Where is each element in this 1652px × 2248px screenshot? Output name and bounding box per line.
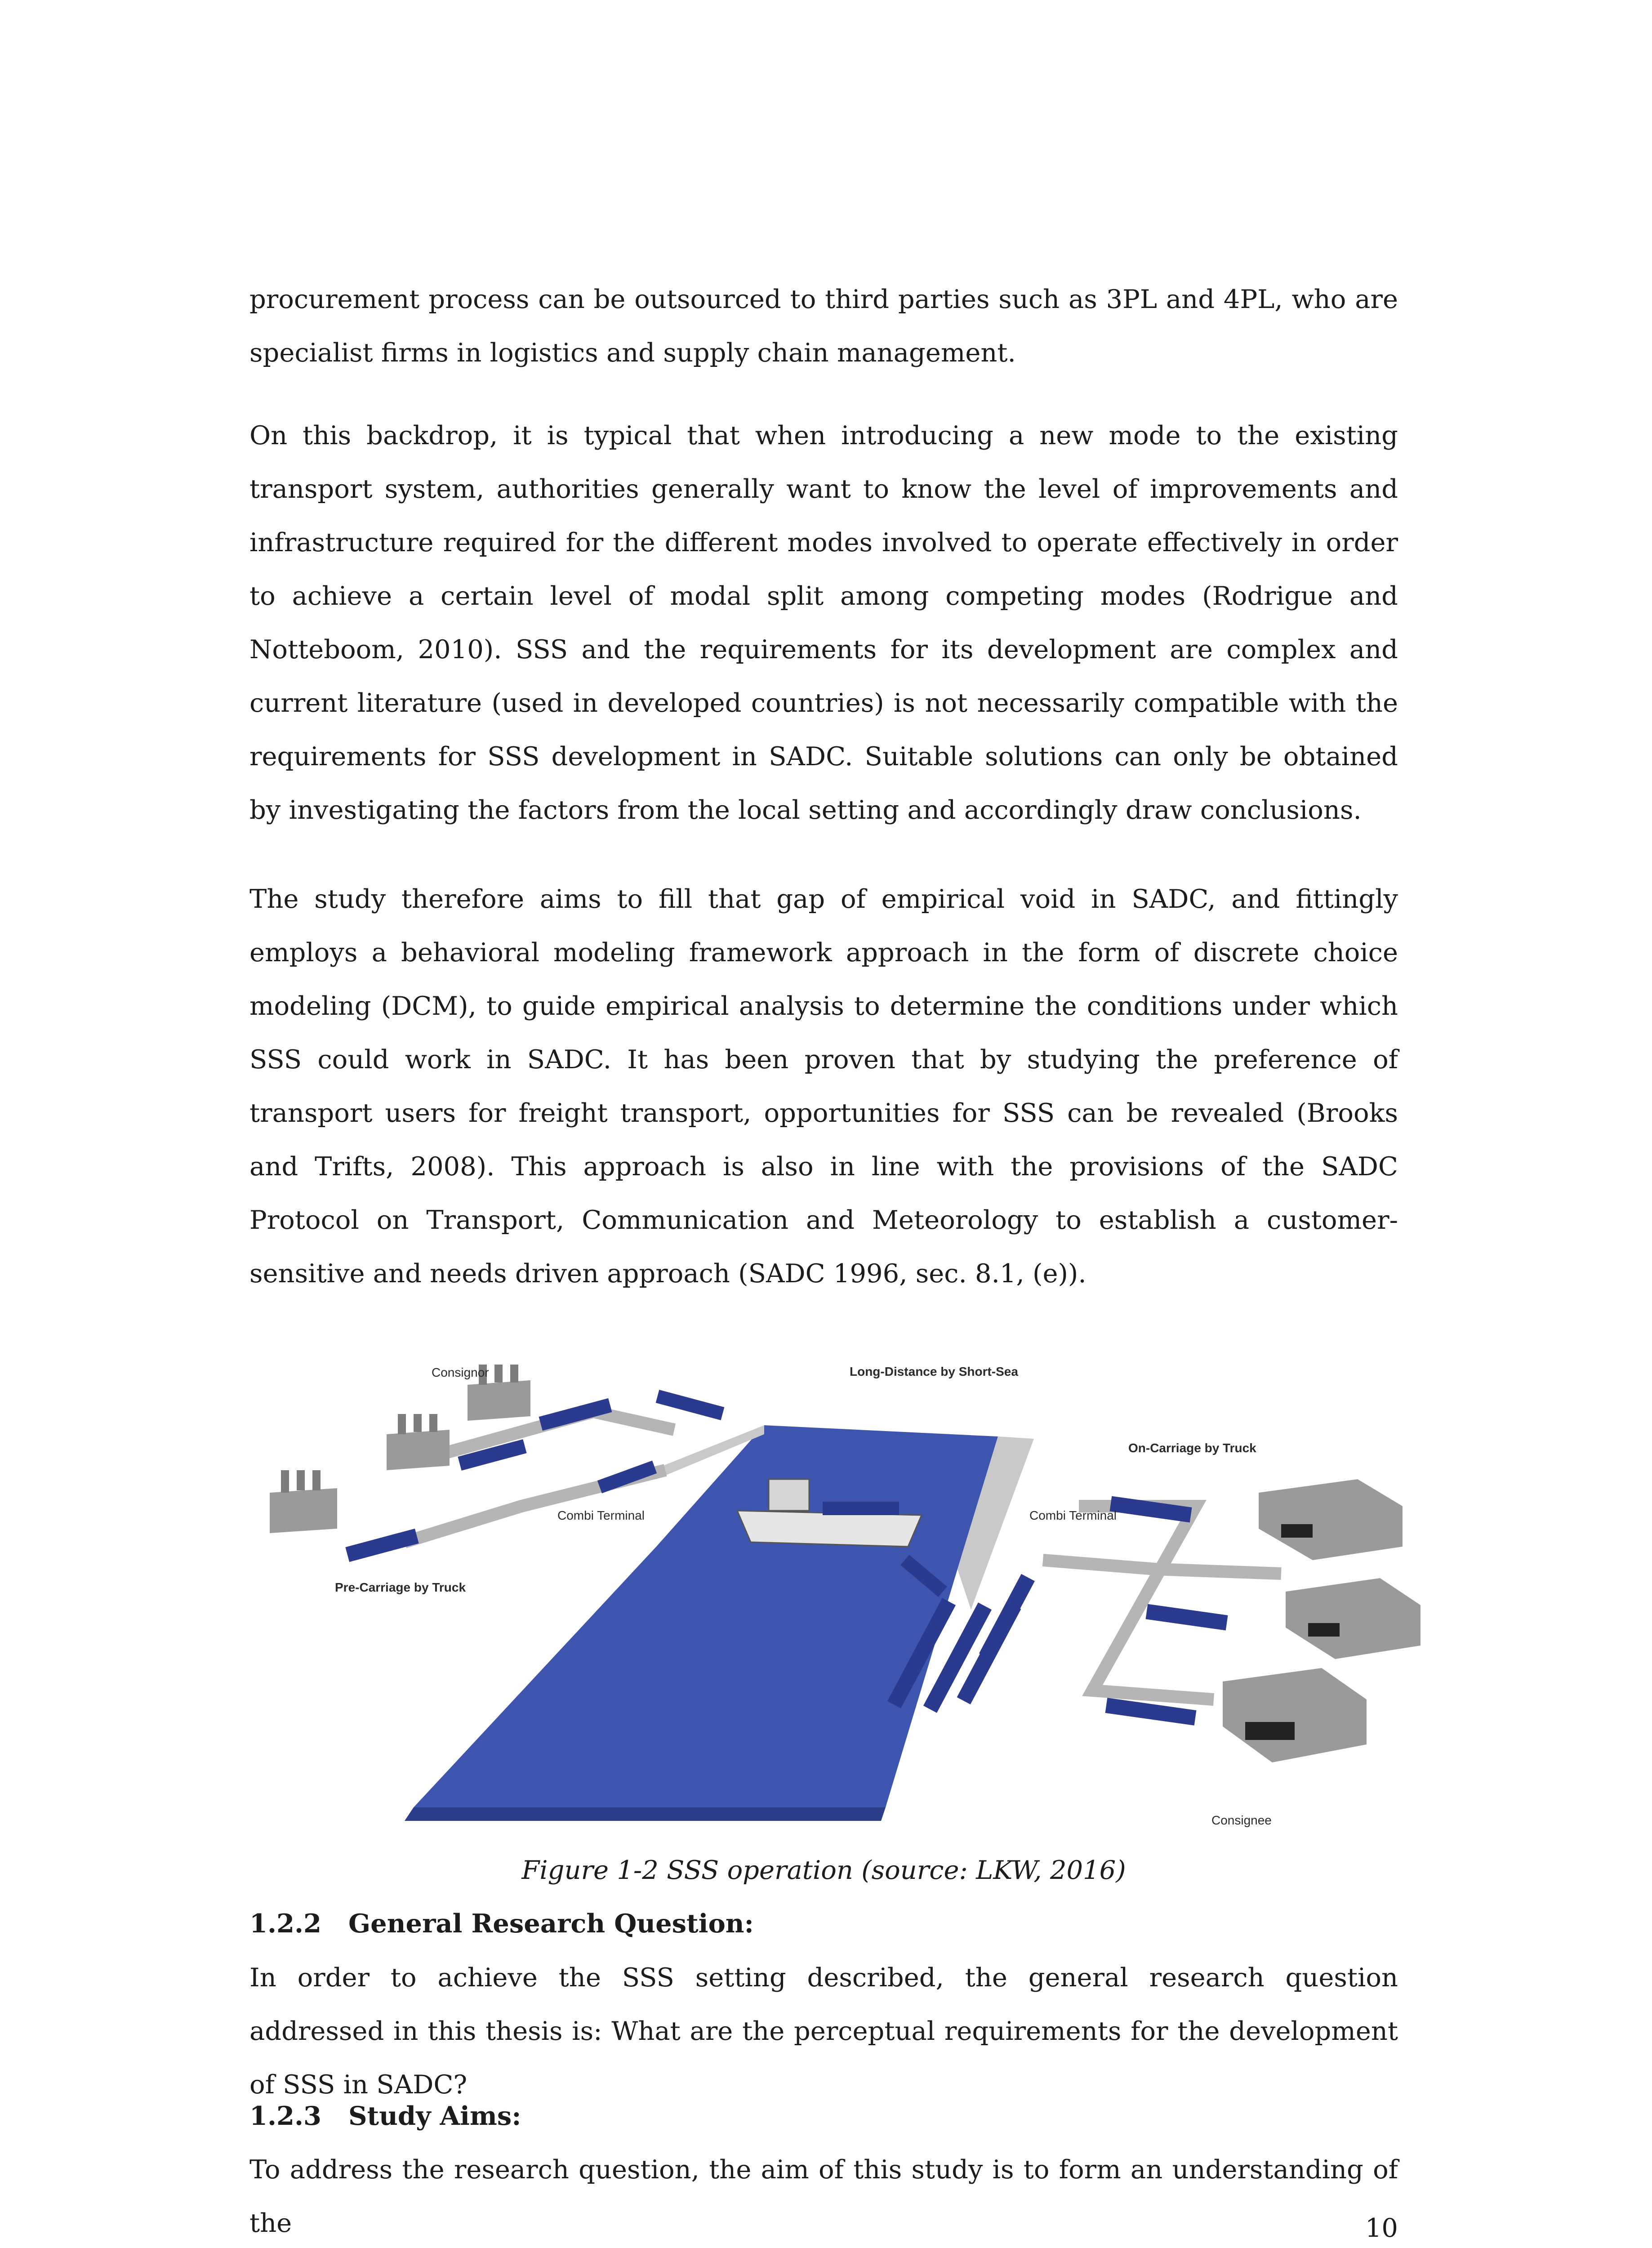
label-consignor: Consignor: [432, 1365, 489, 1379]
paragraph-3-text: The study therefore aims to fill that gap of empirical void in SADC, and fittingly employs a behavioral modeling framework approach in the form of discrete choice modeling (DCM), to guide empirical analysis to determine the conditions under which SSS could work in SADC. It has been proven that by studying the preference of transport users for freight transport, opportunities for SSS can be revealed (Brooks and Trifts, 2008). This approach is also in line with the provisions of the SADC Protocol on Transport, Communication and Meteorology to establish a customer-sensitive and needs driven approach (SADC 1996, sec. 8.1, (e)).: [249, 884, 1398, 1289]
label-combi-terminal-right: Combi Terminal: [1029, 1508, 1117, 1522]
paragraph-3: [249, 872, 1398, 1300]
label-combi-terminal-left: Combi Terminal: [557, 1508, 645, 1522]
label-on-carriage: On-Carriage by Truck: [1128, 1441, 1256, 1455]
factory-1: [270, 1470, 337, 1533]
sea-edge: [405, 1807, 886, 1821]
warehouse-2: [1286, 1578, 1420, 1659]
warehouse-3: [1223, 1668, 1367, 1762]
section-number: 1.2.2: [249, 1908, 322, 1939]
paragraph-2: [249, 409, 1398, 837]
truck-pre-carriage: [345, 1529, 419, 1562]
warehouse-1: [1259, 1479, 1403, 1560]
paragraph-1-text: procurement process can be outsourced to third parties such as 3PL and 4PL, who are specialist firms in logistics and supply chain management.: [249, 284, 1398, 368]
paragraph-5: [249, 2143, 1398, 2248]
section-title: Study Aims:: [348, 2101, 521, 2131]
section-title: General Research Question:: [348, 1908, 754, 1939]
section-heading-1-2-3: [249, 2098, 521, 2134]
paragraph-4-text: In order to achieve the SSS setting described, the general research question addressed in this thesis is: What are the perceptual requirements for the development of SSS in SADC?: [249, 1963, 1398, 2100]
sea-water: [414, 1425, 998, 1807]
page-number: 10: [1365, 2213, 1398, 2243]
paragraph-1: [249, 272, 1398, 379]
paragraph-4: [249, 1951, 1398, 2111]
on-carriage-road: [1079, 1506, 1214, 1699]
paragraph-5-text: To address the research question, the aim of this study is to form an understanding of the: [249, 2154, 1398, 2238]
ship-cargo: [823, 1502, 899, 1515]
section-heading-1-2-2: [249, 1905, 754, 1941]
sss-operation-diagram: [270, 1358, 1420, 1830]
label-consignee: Consignee: [1211, 1813, 1272, 1827]
label-pre-carriage: Pre-Carriage by Truck: [335, 1580, 466, 1594]
label-long-distance: Long-Distance by Short-Sea: [850, 1365, 1018, 1378]
ship-bridge: [769, 1479, 809, 1511]
truck-on-carriage-2: [1146, 1604, 1228, 1631]
section-number: 1.2.3: [249, 2101, 322, 2131]
paragraph-2-text: On this backdrop, it is typical that when introducing a new mode to the existing transport system, authorities generally want to know the level of improvements and infrastructure required for the different modes involved to operate effectively in order to achieve a certain level of modal split among competing modes (Rodrigue and Notteboom, 2010). SSS and the requirements for its development are complex and current literature (used in developed countries) is not necessarily compatible with the requirements for SSS development in SADC. Suitable solutions can only be obtained by investigating the factors from the local setting and accordingly draw conclusions.: [249, 420, 1398, 825]
sss-operation-figure: [270, 1358, 1420, 1830]
truck-terminal-left-2: [656, 1390, 725, 1420]
factory-2: [387, 1414, 450, 1470]
ship-hull: [737, 1511, 922, 1547]
figure-caption: Figure 1-2 SSS operation (source: LKW, 2016): [521, 1855, 1126, 1885]
truck-consignor-2: [539, 1398, 612, 1431]
